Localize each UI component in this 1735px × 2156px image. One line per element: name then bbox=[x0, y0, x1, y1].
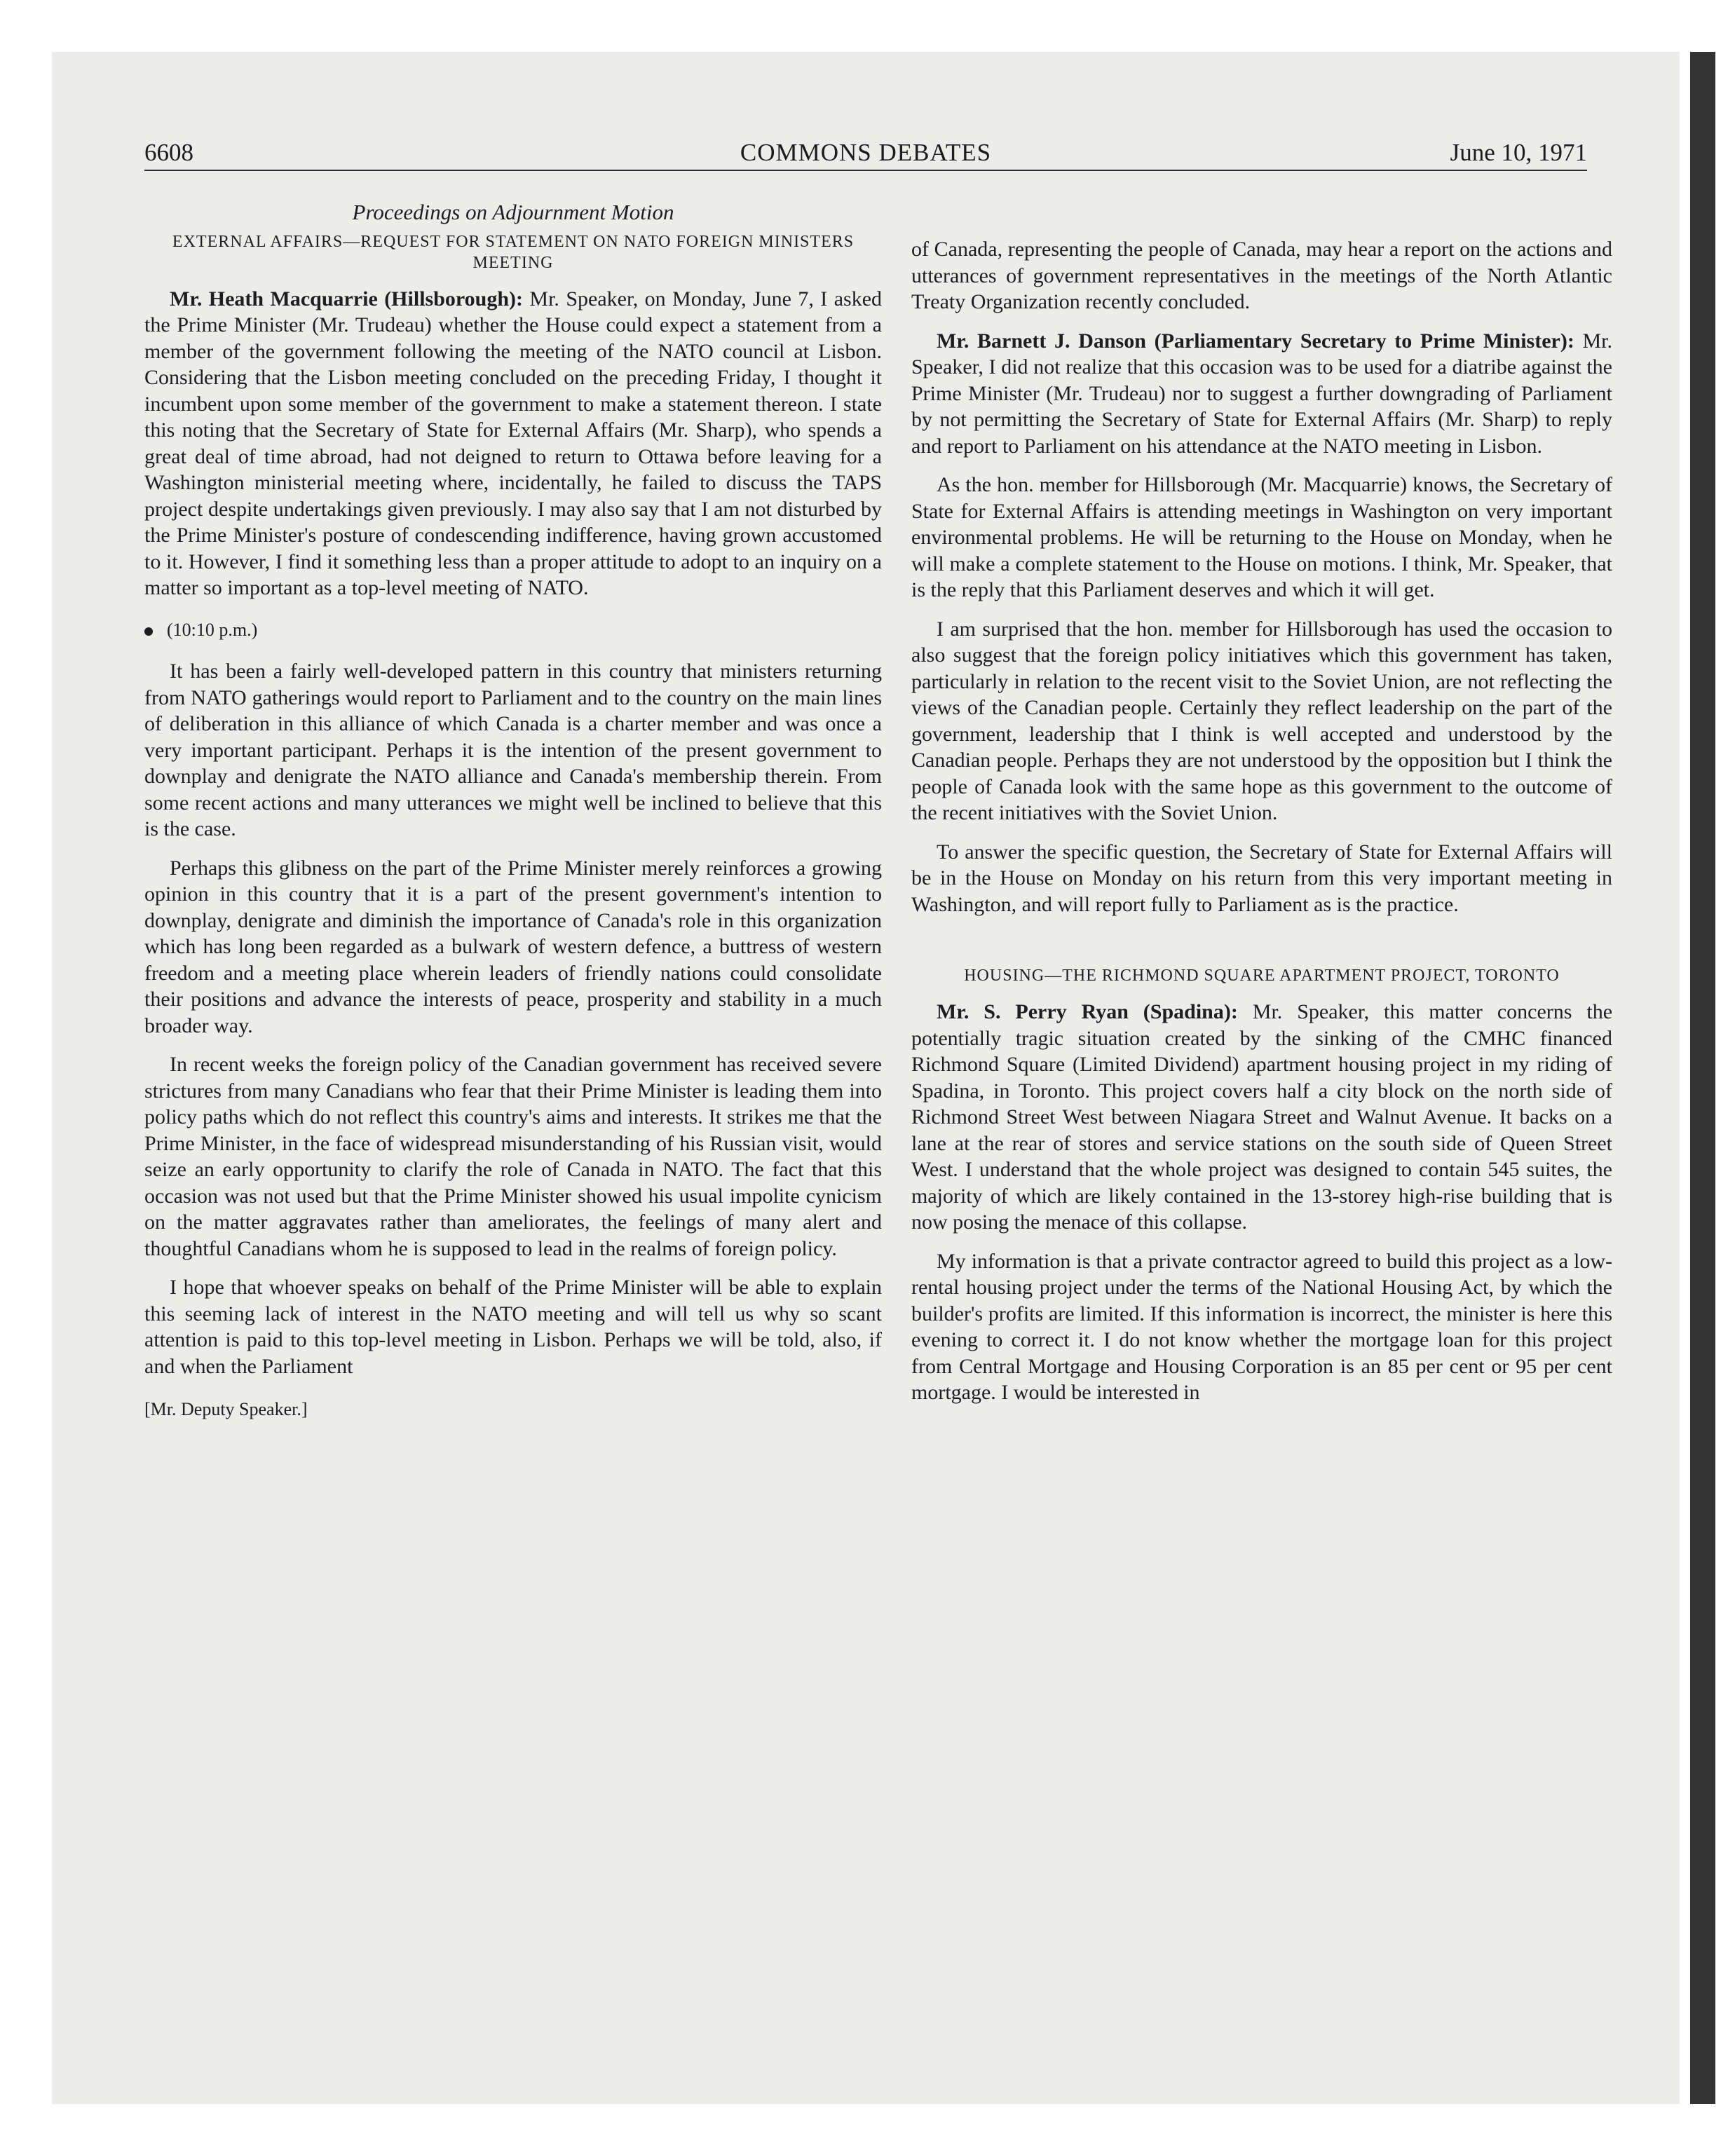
page-edge-shadow bbox=[1690, 52, 1715, 2104]
paragraph: I hope that whoever speaks on behalf of the Prime Minister will be able to explain this seeming lack of interest in the NATO meeting and will tell us why so scant attention is paid to this top-level meeting in Lisbon. Perhaps we will be told, also, if and when the Parliament bbox=[144, 1276, 882, 1378]
paragraph: My information is that a private contractor agreed to build this project as a low-rental housing project under the terms of the National Housing Act, by which the builder's profits are limited. If this information is incorrect, the minister is here this evening to correct it. I do not know whether the mortgage loan for this project from Central Mortgage and Housing Corporation is an 85 per cent or 95 per cent mortgage. I would be interested in bbox=[911, 1249, 1612, 1404]
left-column bbox=[144, 199, 882, 1435]
paragraph: of Canada, representing the people of Canada, may hear a report on the actions and utterances of government representatives in the meetings of the North Atlantic Treaty Organization recently concluded. bbox=[911, 238, 1612, 313]
speaker-name: Mr. Heath Macquarrie (Hillsborough): bbox=[170, 287, 524, 311]
paragraph: To answer the specific question, the Secretary of State for External Affairs will be in the House on Monday on his return from this very important meeting in Washington, and will report fully to Parliament as is the practice. bbox=[911, 840, 1612, 916]
speaker-name: Mr. Barnett J. Danson (Parliamentary Secretary to Prime Minister): bbox=[937, 329, 1574, 353]
speaker-name: Mr. S. Perry Ryan (Spadina): bbox=[937, 1000, 1238, 1023]
paragraph: It has been a fairly well-developed pattern in this country that ministers returning from NATO gatherings would report to Parliament and to the country on the main lines of deliberation in this alliance of which Canada is a charter member and was once a very important participant. Perhaps it is the intention of the present government to downplay and denigrate the NATO alliance and Canada's membership therein. From some recent actions and many utterances we might well be inclined to believe that this is the case. bbox=[144, 660, 882, 840]
speaker-note: [Mr. Deputy Speaker.] bbox=[144, 1399, 308, 1419]
paragraph: I am surprised that the hon. member for Hillsborough has used the occasion to also suggest that the foreign policy initiatives which this government has taken, particularly in relation to the recent visit to the Soviet Union, are not reflecting the views of the Canadian people. Certainly they reflect leadership on the part of the government, leadership that I think is well accepted and understood by the Canadian people. Perhaps they are not understood by the opposition but I think the people of Canada look with the same hope as this government to the outcome of the recent initiatives with the Soviet Union. bbox=[911, 617, 1612, 824]
proceedings-title: Proceedings on Adjournment Motion bbox=[352, 200, 674, 224]
paragraph-text: Mr. Speaker, I did not realize that this occasion was to be used for a diatribe against the Prime Minister (Mr. Trudeau) nor to suggest a further downgrading of Parliament by not permitting the Secretary of State for External Affairs (Mr. Sharp) to reply and report to Parliament on his attendance at the NATO meeting in Lisbon. bbox=[911, 329, 1613, 458]
bullet-icon bbox=[144, 627, 153, 636]
timestamp-text: (10:10 p.m.) bbox=[167, 619, 258, 640]
paragraph bbox=[911, 328, 1612, 460]
publication-date: June 10, 1971 bbox=[1450, 139, 1587, 166]
publication-title: COMMONS DEBATES bbox=[740, 139, 992, 166]
section-heading: EXTERNAL AFFAIRS—REQUEST FOR STATEMENT ON NATO FOREIGN MINISTERS MEETING bbox=[172, 232, 855, 272]
paragraph-text: Mr. Speaker, on Monday, June 7, I asked the Prime Minister (Mr. Trudeau) whether the House could expect a statement from a member of the government following the meeting of the NATO council at Lisbon. Considering that the Lisbon meeting concluded on the preceding Friday, I thought it incumbent upon some member of the government to make a statement thereon. I state this noting that the Secretary of State for External Affairs (Mr. Sharp), who spends a great deal of time abroad, had not deigned to return to Ottawa before leaving for a Washington ministerial meeting where, incidentally, he failed to discuss the TAPS project despite undertakings given previously. I may also say that I am not disturbed by the Prime Minister's posture of condescending indifference, having grown accustomed to it. However, I find it something less than a proper attitude to adopt to an inquiry on a matter so important as a top-level meeting of NATO. bbox=[144, 287, 883, 599]
paragraph: Perhaps this glibness on the part of the Prime Minister merely reinforces a growing opinion in this country that it is a part of the present government's intention to downplay, denigrate and diminish the importance of Canada's role in this organization which has long been regarded as a bulwark of western defence, a buttress of western freedom and a meeting place wherein leaders of friendly nations could consolidate their positions and advance the interests of peace, prosperity and stability in a much broader way. bbox=[144, 856, 882, 1037]
paragraph bbox=[144, 286, 882, 601]
paragraph: In recent weeks the foreign policy of the Canadian government has received severe strictures from many Canadians who fear that their Prime Minister is leading them into policy paths which do not reflect this country's aims and interests. It strikes me that the Prime Minister, in the face of widespread misunderstanding of his Russian visit, would seize an early opportunity to clarify the role of Canada in NATO. The fact that this occasion was not used but that the Prime Minister showed his usual impolite cynicism on the matter aggravates rather than ameliorates, the feelings of many alert and thoughtful Canadians whom he is supposed to lead in the realms of foreign policy. bbox=[144, 1053, 882, 1260]
paragraph-text: Mr. Speaker, this matter concerns the potentially tragic situation created by the sinking of the CMHC financed Richmond Square (Limited Dividend) apartment housing project in my riding of Spadina, in Toronto. This project covers half a city block on the north side of Richmond Street West between Niagara Street and Walnut Avenue. It backs on a lane at the rear of stores and service stations on the south side of Queen Street West. I understand that the whole project was designed to contain 545 suites, the majority of which are likely contained in the 13-storey high-rise building that is now posing the menace of this collapse. bbox=[911, 1000, 1613, 1234]
header-rule bbox=[144, 170, 1587, 171]
timestamp bbox=[144, 617, 882, 643]
section-heading: HOUSING—THE RICHMOND SQUARE APARTMENT PROJECT, TORONTO bbox=[964, 967, 1560, 985]
paragraph bbox=[911, 999, 1612, 1236]
right-column bbox=[911, 236, 1612, 1419]
page bbox=[52, 52, 1680, 2104]
page-number: 6608 bbox=[144, 139, 193, 166]
paragraph: As the hon. member for Hillsborough (Mr. Macquarrie) knows, the Secretary of State for External Affairs is attending meetings in Washington on very important environmental problems. He will be returning to the House on Monday, when he will make a complete statement to the House on motions. I think, Mr. Speaker, that is the reply that this Parliament deserves and which it will get. bbox=[911, 473, 1612, 601]
